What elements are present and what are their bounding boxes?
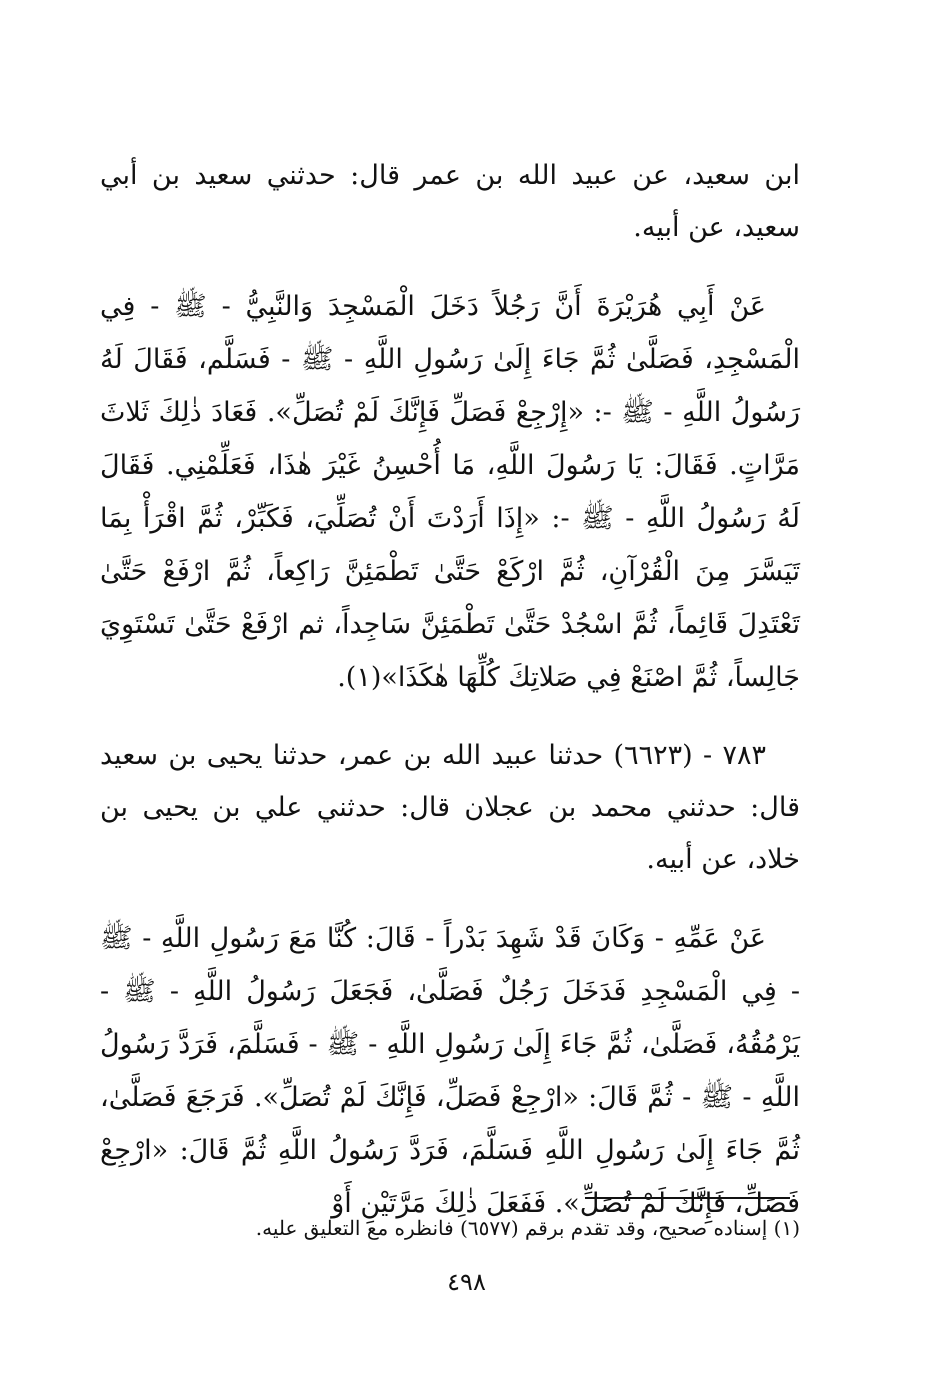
isnad-paragraph: ابن سعيد، عن عبيد الله بن عمر قال: حدثني سعيد بن أبي سعيد، عن أبيه.	[100, 160, 800, 243]
hadith-paragraph: عَنْ عَمِّهِ - وَكَانَ قَدْ شَهِدَ بَدْراً - قَالَ: كُنَّا مَعَ رَسُولِ اللَّهِ - ﷺ - فِي الْمَسْجِدِ فَدَخَلَ رَجُلٌ فَصَلَّىٰ، فَجَعَلَ رَسُولُ اللَّهِ - ﷺ - يَرْمُقُهُ، فَصَلَّىٰ، ثُمَّ جَاءَ إِلَىٰ رَسُولِ اللَّهِ - ﷺ - فَسَلَّمَ، فَرَدَّ رَسُولُ اللَّهِ - ﷺ - ثُمَّ قَالَ: «ارْجِعْ فَصَلِّ، فَإِنَّكَ لَمْ تُصَلِّ». فَرَجَعَ فَصَلَّىٰ، ثُمَّ جَاءَ إِلَىٰ رَسُولِ اللَّهِ فَسَلَّمَ، فَرَدَّ رَسُولُ اللَّهِ ثُمَّ قَالَ: «ارْجِعْ فَصَلِّ، فَإِنَّكَ لَمْ تُصَلِّ». فَفَعَلَ ذٰلِكَ مَرَّتَيْنِ أَوْ	[100, 923, 800, 1219]
hadith-paragraph: عَنْ أَبِي هُرَيْرَةَ أَنَّ رَجُلاً دَخَلَ الْمَسْجِدَ وَالنَّبِيُّ - ﷺ - فِي الْمَسْجِدِ، فَصَلَّىٰ ثُمَّ جَاءَ إِلَىٰ رَسُولِ اللَّهِ - ﷺ - فَسَلَّم، فَقَالَ لَهُ رَسُولُ اللَّهِ - ﷺ -: «إِرْجِعْ فَصَلِّ فَإِنَّكَ لَمْ تُصَلِّ». فَعَادَ ذٰلِكَ ثَلاثَ مَرَّاتٍ. فَقَالَ: يَا رَسُولَ اللَّهِ، مَا أُحْسِنُ غَيْرَ هٰذَا، فَعَلِّمْنِي. فَقَالَ لَهُ رَسُولُ اللَّهِ - ﷺ -: «إِذَا أَرَدْتَ أَنْ تُصَلِّيَ، فَكَبِّرْ، ثُمَّ اقْرَأْ بِمَا تَيَسَّرَ مِنَ الْقُرْآنِ، ثُمَّ ارْكَعْ حَتَّىٰ تَطْمَئِنَّ رَاكِعاً، ثُمَّ ارْفَعْ حَتَّىٰ تَعْتَدِلَ قَائِماً، ثُمَّ اسْجُدْ حَتَّىٰ تَطْمَئِنَّ سَاجِداً، ثم ارْفَعْ حَتَّىٰ تَسْتَوِيَ جَالِساً، ثُمَّ اصْنَعْ فِي صَلاتِكَ كُلِّهَا هٰكَذَا»(١).	[100, 291, 800, 693]
spacer	[100, 264, 800, 280]
isnad-paragraph: ٧٨٣ - (٦٦٢٣) حدثنا عبيد الله بن عمر، حدثنا يحيى بن سعيد قال: حدثني محمد بن عجلان قال: حدثني علي بن يحيى بن خلاد، عن أبيه.	[100, 740, 800, 875]
spacer	[100, 896, 800, 912]
spacer	[100, 714, 800, 730]
footnote: (١) إسناده صحيح، وقد تقدم برقم (٦٥٧٧) فانظره مع التعليق عليه.	[255, 1216, 800, 1240]
page-number: ٤٩٨	[447, 1268, 486, 1296]
footnote-divider	[585, 1197, 790, 1199]
page-body	[100, 150, 800, 1240]
